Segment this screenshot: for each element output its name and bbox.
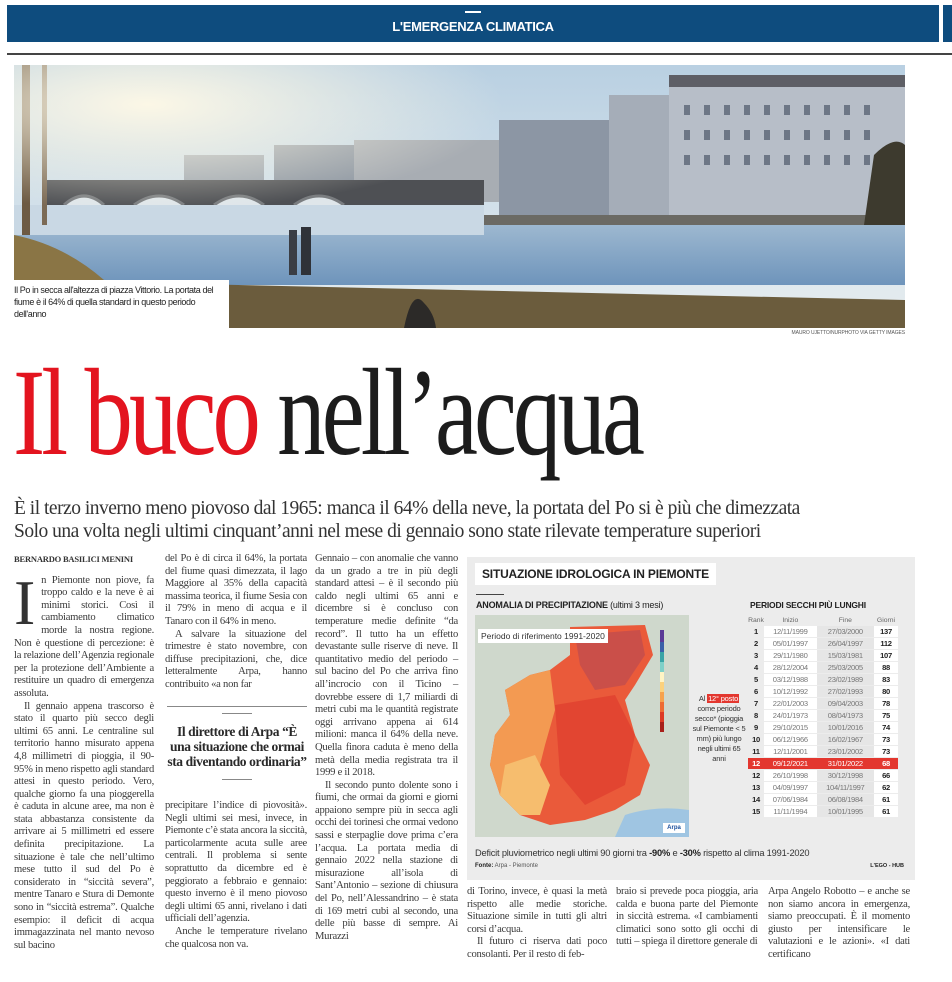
cell-start: 29/10/2015 — [764, 722, 817, 733]
cell-rank: 10 — [752, 735, 760, 744]
table-row — [748, 710, 898, 721]
cell-end: 09/04/2003 — [817, 698, 874, 709]
cell-rank: 6 — [754, 687, 758, 696]
subhead-line-2: Solo una volta negli ultimi cinquant’anni nel mese di gennaio sono state rilevate temperature superiori — [14, 521, 761, 542]
table-row — [748, 674, 898, 685]
graphic-credit: L'EGO - HUB — [870, 863, 904, 869]
table-row — [748, 746, 898, 757]
cell-rank: 7 — [754, 699, 758, 708]
table-header-row — [748, 615, 898, 625]
side-note — [690, 694, 748, 764]
paragraph: A salvare la situazione del trimestre è stato novembre, con diffuse precipitazioni, che, dice letteralmente Arpa, hanno contribuito «a non far — [165, 628, 307, 690]
banner-edge — [943, 5, 952, 42]
deficit-text: e — [670, 848, 680, 858]
cell-end: 30/12/1998 — [817, 770, 874, 781]
table-row — [748, 686, 898, 697]
cell-end: 08/04/1973 — [817, 710, 874, 721]
cell-rank: 12 — [752, 771, 760, 780]
paragraph: Il gennaio appena trascorso è stato il quarto più secco degli ultimi 65 anni. Le centraline sul territorio hanno misurato appena 4,8 millimetri di pioggia, il 90-95% in meno rispetto agli standard attesi in questo periodo. Vero, qualche giorno fa una pioggerella è caduta in alcune aree, ma non è stata abbastanza consistente da arrivare ai 5 millimetri ed essere definita precipitazione. La situazione è tale che nell’ultimo mese tutto il sud del Po è considerato in “siccità severa”, mentre Tanaro e Stura di Demonte sono in “siccità estrema”. Qualche esempio: il deficit di acqua immagazzinata nel manto nevoso sul bacino — [14, 700, 154, 951]
column-header: Fine — [838, 616, 852, 624]
cell-rank: 5 — [754, 675, 758, 684]
cell-end: 27/02/1993 — [817, 686, 874, 697]
column-header: Rank — [748, 616, 764, 624]
infographic-title: SITUAZIONE IDROLOGICA IN PIEMONTE — [475, 563, 716, 585]
cell-days: 137 — [874, 626, 898, 637]
cell-days: 66 — [874, 770, 898, 781]
table-row — [748, 794, 898, 805]
cell-end: 23/02/1989 — [817, 674, 874, 685]
table-row — [748, 662, 898, 673]
article-column-3 — [315, 553, 458, 943]
cell-rank: 14 — [752, 795, 760, 804]
pull-dash — [222, 713, 252, 714]
pull-dash — [222, 779, 252, 780]
byline: BERNARDO BASILICI MENINI — [14, 554, 133, 564]
article-column-4 — [467, 886, 607, 962]
cell-days: 68 — [874, 758, 898, 769]
cell-start: 04/09/1997 — [764, 782, 817, 793]
divider — [476, 594, 504, 595]
paragraph: n Piemonte non piove, fa troppo caldo e la neve è ai minimi storici. Così il cambiamento climatico morde la nostra regione. Non è questione di percezione: è la relazione dell’Agenzia regionale per la protezione dell’Ambiente a restituire un quadro di emergenza assoluta. — [14, 574, 154, 699]
precipitation-anomaly-map — [475, 615, 689, 837]
cell-days: 78 — [874, 698, 898, 709]
paragraph: Anche le temperature rivelano che qualcosa non va. — [165, 925, 307, 950]
cell-days: 75 — [874, 710, 898, 721]
cell-end: 16/02/1967 — [817, 734, 874, 745]
dry-periods-table — [748, 614, 898, 818]
photo-credit: MAURO UJETTO/NURPHOTO VIA GETTY IMAGES — [791, 330, 905, 336]
headline — [13, 343, 641, 483]
paragraph: Gennaio – con anomalie che vanno da un grado a tre in più degli standard attesi – è il secondo più caldo negli ultimi 65 anni e dicembre si è concluso con temperature medie definite “da record”. Il tutto ha un effetto devastante sulle riserve di neve. Il quantitativo medio del periodo – sul bacino del Po che arriva fino all’incrocio con il Ticino – dovrebbe essere di 1,7 miliardi di metri cubi ma le quantità registrate oggi arrivano appena ai 614 milioni: manca il 64% della neve. Quella finora caduta è meno della metà della media registrata tra il 1999 e il 2018. — [315, 553, 458, 779]
table-row — [748, 722, 898, 733]
cell-end: 15/03/1981 — [817, 650, 874, 661]
pull-quote-block — [167, 706, 307, 786]
cell-start: 29/11/1980 — [764, 650, 817, 661]
map-title-rest: (ultimi 3 mesi) — [607, 600, 664, 610]
article-column-2-top — [165, 553, 307, 692]
cell-rank: 9 — [754, 723, 758, 732]
cell-rank: 8 — [754, 711, 758, 720]
column-header: Giorni — [876, 616, 896, 624]
map-title — [476, 600, 663, 610]
source-value: Arpa - Piemonte — [493, 863, 539, 869]
cell-rank: 13 — [752, 783, 760, 792]
banner-tick — [465, 11, 481, 13]
cell-days: 107 — [874, 650, 898, 661]
table-body — [748, 626, 898, 817]
paragraph: del Po è di circa il 64%, la portata del fiume quasi dimezzata, il lago Maggiore al 35% della capacità massima teorica, il fiume Sesia con il 79% in meno di acqua e il Tanaro con il 64% in meno. — [165, 553, 307, 627]
deficit-value: -30% — [679, 848, 701, 858]
cell-start: 10/12/1992 — [764, 686, 817, 697]
paragraph: Il secondo punto dolente sono i fiumi, che ormai da giorni e giorni appaiono sempre più in secca agli occhi dei torinesi che ormai vedono sassi e sterpaglie dove prima c’era l’acqua. La portata media di gennaio 2022 nella stazione di misurazione all’isola di Sant’Antonio – sezione di chiusura del Po, nell’Alessandrino – è stata di 169 metri cubi al secondo, una delle più basse di sempre. Ai Murazzi — [315, 779, 458, 942]
cell-days: 80 — [874, 686, 898, 697]
paragraph: Il futuro ci riserva dati poco consolanti. Per il resto di feb- — [467, 936, 607, 960]
table-row — [748, 782, 898, 793]
source-note — [475, 863, 538, 869]
cell-days: 83 — [874, 674, 898, 685]
cell-days: 61 — [874, 794, 898, 805]
section-banner — [7, 5, 939, 42]
arpa-logo: Arpa — [663, 823, 685, 833]
side-note-text: Al — [698, 694, 708, 703]
cell-rank: 11 — [752, 747, 760, 756]
table-row-highlighted — [748, 758, 898, 769]
cell-days: 74 — [874, 722, 898, 733]
cell-end: 25/03/2005 — [817, 662, 874, 673]
photo-caption-box — [14, 280, 229, 328]
cell-rank: 15 — [752, 807, 760, 816]
paragraph: precipitare l’indice di piovosità». Negli ultimi sei mesi, invece, in Piemonte c’è stata ancora la siccità, particolarmente acuta sulle aree centrali. Il problema si sente soprattutto da dicembre ed è peggiorato a febbraio e gennaio: questo inverno è il meno piovoso degli ultimi 65 anni, rivelano i dati ufficiali dell’agenzia. — [165, 800, 307, 925]
table-row — [748, 698, 898, 709]
side-note-text: come periodo secco* (pioggia sul Piemonte < 5 mm) più lungo negli ultimi 65 anni — [692, 704, 746, 763]
deficit-text: Deficit pluviometrico negli ultimi 90 giorni tra — [475, 848, 650, 858]
cell-end: 26/04/1997 — [817, 638, 874, 649]
article-column-2-bottom — [165, 800, 307, 951]
headline-red: Il buco — [13, 344, 257, 481]
cell-end: 10/01/1995 — [817, 806, 874, 817]
drop-cap: I — [14, 566, 36, 638]
cell-days: 112 — [874, 638, 898, 649]
article-column-6 — [768, 886, 910, 962]
source-label: Fonte: — [475, 863, 494, 869]
side-note-highlight: 12° posto — [708, 694, 739, 703]
cell-start: 11/11/1994 — [764, 806, 817, 817]
section-title: L'EMERGENZA CLIMATICA — [392, 19, 554, 34]
table-title: PERIODI SECCHI PIÙ LUNGHI — [750, 600, 866, 610]
subhead-line-1: È il terzo inverno meno piovoso dal 1965: manca il 64% della neve, la portata del Po si è più che dimezzata — [14, 498, 800, 519]
pull-quote: Il direttore di Arpa “È una situazione che ormai sta diventando ordinaria” — [167, 724, 307, 769]
deficit-value: -90% — [649, 848, 671, 858]
cell-start: 28/12/2004 — [764, 662, 817, 673]
cell-start: 05/01/1997 — [764, 638, 817, 649]
cell-days: 62 — [874, 782, 898, 793]
cell-start: 06/12/1966 — [764, 734, 817, 745]
article-column-1 — [14, 553, 154, 952]
cell-start: 22/01/2003 — [764, 698, 817, 709]
subheadline — [14, 497, 934, 543]
cell-days: 88 — [874, 662, 898, 673]
cell-start: 09/12/2021 — [764, 758, 817, 769]
infographic — [467, 557, 915, 880]
pull-rule — [167, 706, 307, 707]
cell-start: 26/10/1998 — [764, 770, 817, 781]
headline-black: nell’acqua — [277, 344, 641, 481]
cell-days: 73 — [874, 746, 898, 757]
cell-end: 06/08/1984 — [817, 794, 874, 805]
cell-end: 31/01/2022 — [817, 758, 874, 769]
divider — [7, 53, 952, 55]
cell-end: 27/03/2000 — [817, 626, 874, 637]
paragraph: Arpa Angelo Robotto – e anche se non siamo ancora in emergenza, siamo preoccupati. È il momento giusto per intensificare le valutazioni e le azioni». «I dati certificano — [768, 886, 910, 960]
cell-start: 03/12/1988 — [764, 674, 817, 685]
photo-caption: Il Po in secca all'altezza di piazza Vittorio. La portata del fiume è il 64% di quella standard in questo periodo dell'anno — [14, 285, 214, 319]
table-row — [748, 638, 898, 649]
piemonte-map — [475, 615, 689, 837]
deficit-text: rispetto al clima 1991-2020 — [700, 848, 810, 858]
cell-start: 24/01/1973 — [764, 710, 817, 721]
cell-rank: 2 — [754, 639, 758, 648]
table-row — [748, 734, 898, 745]
cell-rank: 3 — [754, 651, 758, 660]
cell-start: 12/11/2001 — [764, 746, 817, 757]
paragraph: di Torino, invece, è quasi la metà rispetto alle medie storiche. Situazione simile in tutti gli altri corsi d’acqua. — [467, 886, 607, 935]
table-row — [748, 626, 898, 637]
cell-end: 23/01/2002 — [817, 746, 874, 757]
cell-rank: 4 — [754, 663, 758, 672]
article-column-5 — [616, 886, 758, 949]
cell-start: 12/11/1999 — [764, 626, 817, 637]
table-row — [748, 770, 898, 781]
cell-rank: 1 — [754, 627, 758, 636]
map-legend — [660, 630, 664, 732]
cell-end: 104/11/1997 — [817, 782, 874, 793]
cell-days: 61 — [874, 806, 898, 817]
map-reference-period: Periodo di riferimento 1991-2020 — [478, 629, 608, 643]
cell-days: 73 — [874, 734, 898, 745]
column-header: Inizio — [782, 616, 799, 624]
paragraph: braio si prevede poca pioggia, aria calda e buona parte del Piemonte in siccità estrema. «I cambiamenti climatici sono sotto gli occhi di tutti – spiega il direttore generale di — [616, 886, 758, 948]
cell-rank: 12 — [748, 758, 764, 769]
map-title-bold: ANOMALIA DI PRECIPITAZIONE — [476, 600, 608, 610]
deficit-note — [475, 848, 809, 858]
table-row — [748, 806, 898, 817]
table-row — [748, 650, 898, 661]
cell-start: 07/06/1984 — [764, 794, 817, 805]
cell-end: 10/01/2016 — [817, 722, 874, 733]
